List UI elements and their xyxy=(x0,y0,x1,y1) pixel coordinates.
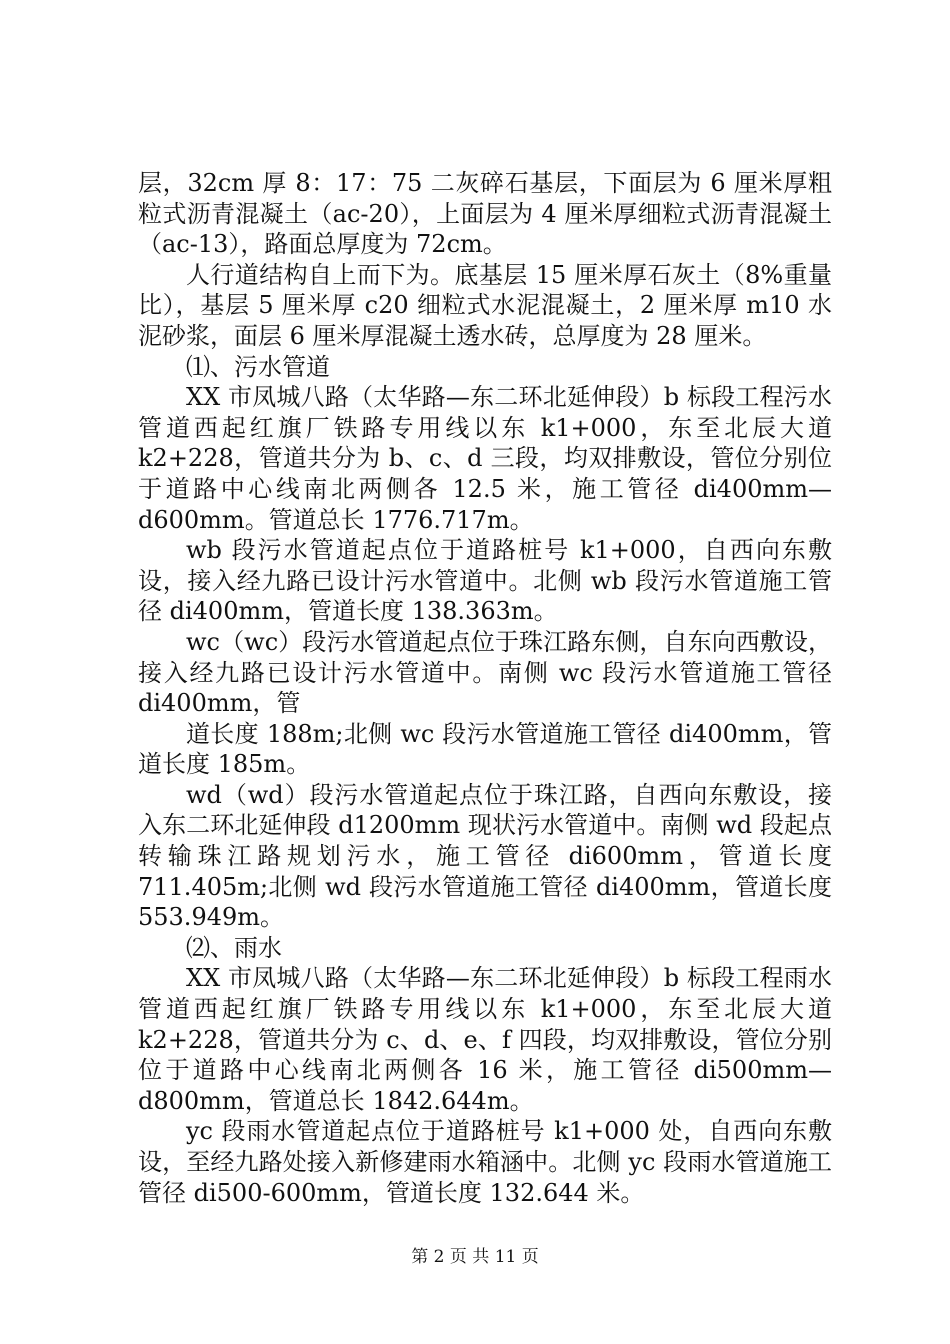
section-heading-rainwater: ⑵、雨水 xyxy=(186,933,282,962)
paragraph: 人行道结构自上而下为。底基层 15 厘米厚石灰土（8%重量比），基层 5 厘米厚 c20 细粒式水泥混凝土，2 厘米厚 m10 水泥砂浆，面层 6 厘米厚混凝土透水砖，总厚度为 28 厘米。 xyxy=(138,260,832,350)
paragraph: wc（wc）段污水管道起点位于珠江路东侧，自东向西敷设，接入经九路已设计污水管道中。南侧 wc 段污水管道施工管径 di400mm，管 xyxy=(138,627,832,718)
paragraph: wd（wd）段污水管道起点位于珠江路，自西向东敷设，接入东二环北延伸段 d1200mm 现状污水管道中。南侧 wd 段起点转输珠江路规划污水，施工管径 di600mm，管道长度 711.405m;北侧 wd 段污水管道施工管径 di400mm，管道长度 553.949m。 xyxy=(138,780,832,932)
paragraph: yc 段雨水管道起点位于道路桩号 k1+000 处，自西向东敷设，至经九路处接入新修建雨水箱涵中。北侧 yc 段雨水管道施工管径 di500-600mm，管道长度 132.644 米。 xyxy=(138,1117,832,1207)
section-heading-sewage: ⑴、污水管道 xyxy=(186,352,330,381)
paragraph: XX 市凤城八路（太华路—东二环北延伸段）b 标段工程污水管道西起红旗厂铁路专用线以东 k1+000，东至北辰大道 k2+228，管道共分为 b、c、d 三段，均双排敷设，管位分别位于道路中心线南北两侧各 12.5 米，施工管径 di400mm—d600mm。管道总长 1776.717m。 xyxy=(138,383,832,534)
paragraph: 道长度 188m;北侧 wc 段污水管道施工管径 di400mm，管道长度 185m。 xyxy=(138,719,832,779)
paragraph: 层，32cm 厚 8：17：75 二灰碎石基层，下面层为 6 厘米厚粗粒式沥青混凝土（ac-20），上面层为 4 厘米厚细粒式沥青混凝土（ac-13），路面总厚度为 72cm。 xyxy=(138,169,832,259)
paragraph: XX 市凤城八路（太华路—东二环北延伸段）b 标段工程雨水管道西起红旗厂铁路专用线以东 k1+000，东至北辰大道 k2+228，管道共分为 c、d、e、f 四段，均双排敷设，管位分别位于道路中心线南北两侧各 16 米，施工管径 di500mm—d800mm，管道总长 1842.644m。 xyxy=(138,964,832,1115)
paragraph: wb 段污水管道起点位于道路桩号 k1+000，自西向东敷设，接入经九路已设计污水管道中。北侧 wb 段污水管道施工管径 di400mm，管道长度 138.363m。 xyxy=(138,536,832,626)
page-footer: 第 2 页 共 11 页 xyxy=(411,1247,539,1267)
document-body xyxy=(138,168,832,1208)
